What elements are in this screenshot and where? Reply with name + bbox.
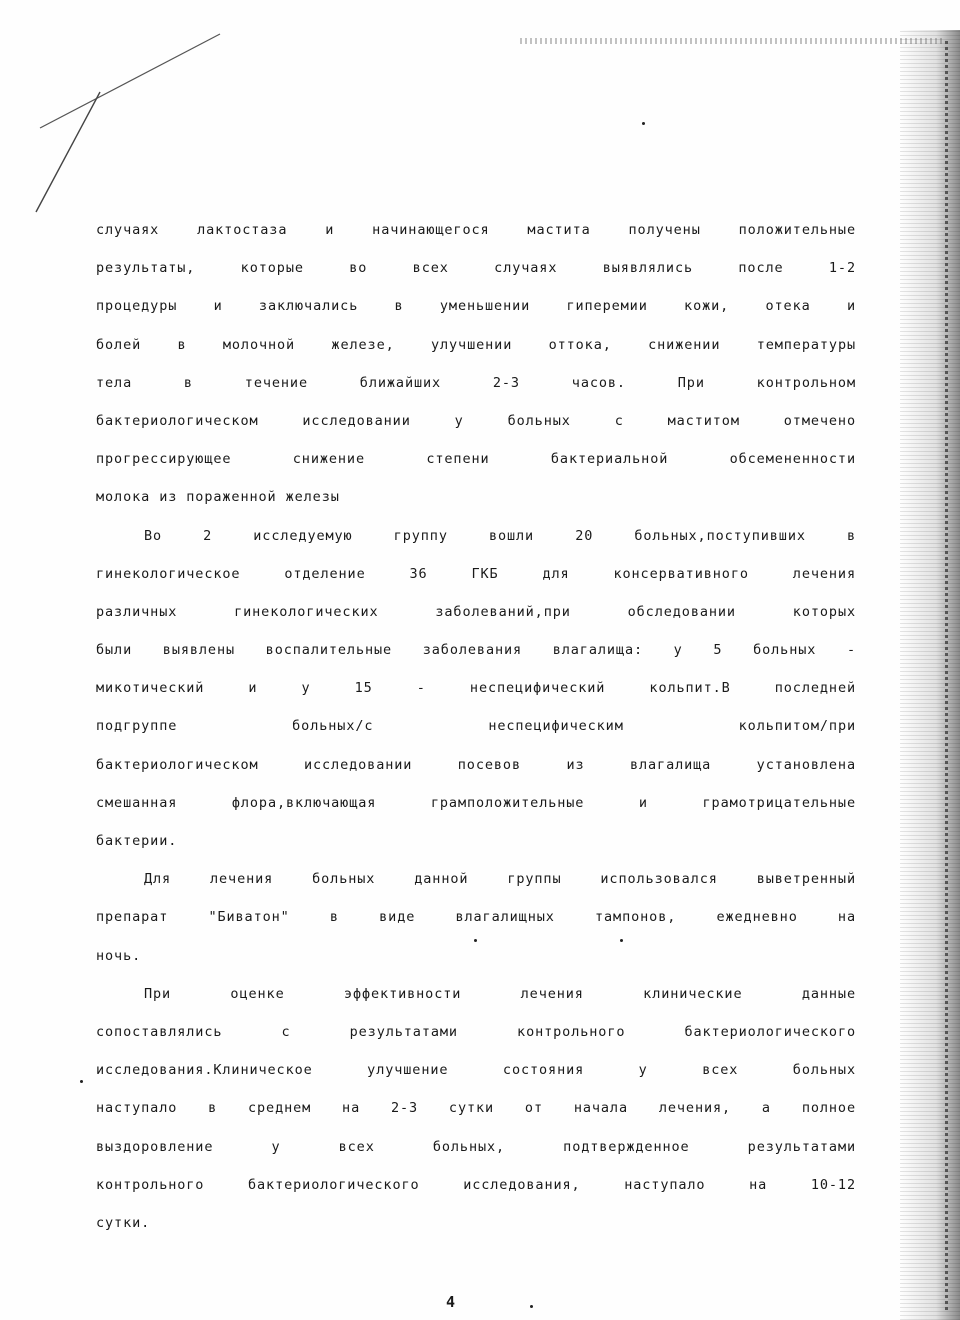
paragraph [96,975,856,1242]
paragraph [96,860,856,975]
scan-edge-top [520,38,945,44]
text-line: Для лечения больных данной группы использовался вывeтренный [144,871,856,888]
paragraph [96,211,856,517]
text-line: выздоровление у всех больных, подтвержденное результатами [96,1138,856,1155]
scan-edge-right [900,30,960,1320]
text-line: различных гинекологических заболеваний,при обследовании которых [96,603,856,620]
paragraph [96,517,856,861]
scan-edge-right-line [945,40,948,1310]
text-line: контрольного бактериологического исследования, наступало на 10-12 [96,1176,856,1193]
text-line: сопоставлялись с результатами контрольного бактериологического [96,1023,856,1040]
text-line: ночь. [96,947,142,964]
text-line: процедуры и заключались в уменьшении гиперемии кожи, отека и [96,298,856,315]
scan-fold-mark [0,0,260,230]
text-line: были выявлены воспалительные заболевания влагалища: у 5 больных - [96,642,856,659]
scan-speck [530,1305,533,1308]
text-line: бактериологическом исследовании у больных с маститом отмечено [96,412,856,429]
text-line: результаты, которые во всех случаях выявлялись после 1-2 [96,260,856,277]
scan-speck [642,122,645,125]
text-line: смешанная флора,включающая грамположительные и грамотрицательные [96,794,856,811]
text-line: тела в течение ближайших 2-3 часов. При контрольном [96,374,856,391]
scan-speck [80,1080,83,1083]
text-line: бактериологическом исследовании посевов из влагалища установлена [96,756,856,773]
text-line: исследования.Клиническое улучшение состояния у всех больных [96,1062,856,1079]
text-line: препарат "Биватон" в виде влагалищных тампонов, ежедневно на [96,909,856,926]
text-line: сутки. [96,1214,151,1231]
text-line: прогрессирующее снижение степени бактериальной обсемененности [96,451,856,468]
text-line: Во 2 исследуемую группу вошли 20 больных,поступивших в [144,527,856,544]
page-number: 4 [446,1293,456,1311]
document-body [96,211,856,1242]
text-line: болей в молочной железе, улучшении оттока, снижении температуры [96,336,856,353]
text-line: бактерии. [96,833,178,849]
text-line: молока из пораженной железы [96,489,340,506]
text-line: наступало в среднем на 2-3 сутки от начала лечения, а полное [96,1100,856,1117]
text-line: случаях лактостаза и начинающегося мастита получены положительные [96,222,856,238]
text-line: микотический и у 15 - неспецифический кольпит.В последней [96,680,856,697]
text-line: подгруппе больных/с неспецифическим кольпитом/при [96,718,856,735]
text-line: гинекологическое отделение 36 ГКБ для консервативного лечения [96,565,856,582]
text-line: При оценке эффективности лечения клинические данные [144,985,856,1002]
